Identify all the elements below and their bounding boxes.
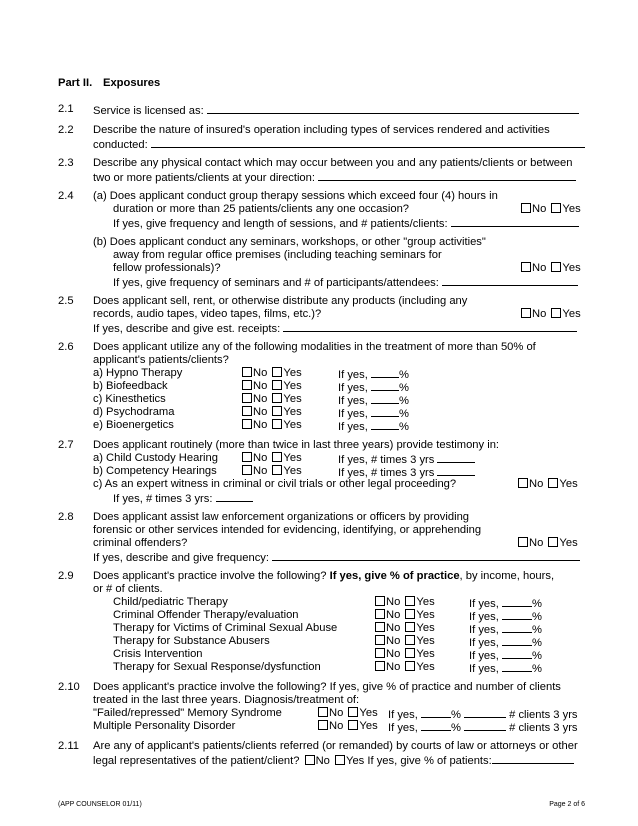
q211-line2: legal representatives of the patient/client? No Yes If yes, give % of patients: <box>93 753 574 768</box>
q-number: 2.6 <box>58 341 74 353</box>
yes-checkbox[interactable] <box>405 622 415 632</box>
q-number: 2.10 <box>58 681 80 693</box>
yes-checkbox[interactable] <box>348 720 358 730</box>
q26-percent: If yes, % <box>338 382 409 394</box>
q26-yes-no: No Yes <box>240 393 302 406</box>
q24b-line4: If yes, give frequency of seminars and # of participants/attendees: <box>113 275 578 290</box>
q210-line2: treated in the last three years. Diagnosis/treatment of: <box>93 694 360 706</box>
q-number: 2.7 <box>58 439 74 451</box>
yes-checkbox[interactable] <box>551 308 561 318</box>
yes-checkbox[interactable] <box>405 648 415 658</box>
q-number: 2.8 <box>58 511 74 523</box>
q25-line1: Does applicant sell, rent, or otherwise distribute any products (including any <box>93 295 468 307</box>
percent-line[interactable] <box>371 367 399 378</box>
q27-item-b: b) Competency Hearings <box>93 465 217 477</box>
q29-percent: If yes, % <box>469 624 542 636</box>
q-number: 2.3 <box>58 157 74 169</box>
no-checkbox[interactable] <box>375 609 385 619</box>
q-number: 2.9 <box>58 570 74 582</box>
q211-line1: Are any of applicant's patients/clients referred (or remanded) by courts of law or attorneys or other <box>93 740 578 752</box>
q22-line1: Describe the nature of insured's operation including types of services rendered and activities <box>93 124 550 136</box>
q26-yes-no: No Yes <box>240 419 302 432</box>
yes-checkbox[interactable] <box>272 406 282 416</box>
times-line[interactable] <box>437 452 475 463</box>
no-checkbox[interactable] <box>242 367 252 377</box>
q24a-line2: duration or more than 25 patients/clients any one occasion? <box>113 203 410 215</box>
q27-line1: Does applicant routinely (more than twice in last three years) provide testimony in: <box>93 439 500 451</box>
q29-percent: If yes, % <box>469 637 542 649</box>
q24a-line3: If yes, give frequency and length of sessions, and # patients/clients: <box>113 216 579 231</box>
no-checkbox[interactable] <box>242 465 252 475</box>
q29-yes-no: No Yes <box>373 609 435 622</box>
page-number: Page 2 of 6 <box>549 801 585 808</box>
clients-line[interactable] <box>464 707 506 718</box>
yes-checkbox[interactable] <box>548 478 558 488</box>
q29-percent: If yes, % <box>469 598 542 610</box>
no-checkbox[interactable] <box>375 596 385 606</box>
q25-answer-line[interactable] <box>283 321 577 332</box>
q29-percent: If yes, % <box>469 611 542 623</box>
q26-percent: If yes, % <box>338 408 409 420</box>
q26-percent: If yes, % <box>338 421 409 433</box>
no-checkbox[interactable] <box>318 707 328 717</box>
q29-yes-no: No Yes <box>373 596 435 609</box>
q24a-yes-no: No Yes <box>519 203 581 216</box>
no-checkbox[interactable] <box>521 262 531 272</box>
q-number: 2.11 <box>58 740 79 752</box>
q210-item: Multiple Personality Disorder <box>93 720 236 732</box>
yes-checkbox[interactable] <box>551 262 561 272</box>
q24a-line1: (a) Does applicant conduct group therapy sessions which exceed four (4) hours in <box>93 190 498 202</box>
q26-yes-no: No Yes <box>240 367 302 380</box>
q210-percent: If yes, % # clients 3 yrs <box>388 722 578 734</box>
no-checkbox[interactable] <box>242 393 252 403</box>
q27-item-c: c) As an expert witness in criminal or civil trials or other legal proceeding? <box>93 478 457 490</box>
q27a-yes-no: No Yes <box>240 452 302 465</box>
percent-line[interactable] <box>421 720 451 731</box>
q-number: 2.1 <box>58 103 74 115</box>
no-checkbox[interactable] <box>521 308 531 318</box>
q24b-line2: away from regular office premises (including teaching seminars for <box>113 249 442 261</box>
q23-answer-line[interactable] <box>318 170 576 181</box>
yes-checkbox[interactable] <box>272 452 282 462</box>
percent-line[interactable] <box>502 596 532 607</box>
q27c-yes-no: No Yes <box>516 478 578 491</box>
no-checkbox[interactable] <box>242 419 252 429</box>
q28-line3: criminal offenders? <box>93 537 188 549</box>
percent-line[interactable] <box>371 406 399 417</box>
yes-checkbox[interactable] <box>405 635 415 645</box>
yes-checkbox[interactable] <box>272 393 282 403</box>
q27b-times: If yes, # times 3 yrs <box>338 465 475 480</box>
percent-line[interactable] <box>502 661 532 672</box>
percent-line[interactable] <box>371 380 399 391</box>
form-code: (APP COUNSELOR 01/11) <box>58 801 142 808</box>
q29-yes-no: No Yes <box>373 635 435 648</box>
q22-line2: conducted: <box>93 137 585 152</box>
yes-checkbox[interactable] <box>272 465 282 475</box>
no-checkbox[interactable] <box>375 635 385 645</box>
q26-item: d) Psychodrama <box>93 406 175 418</box>
no-checkbox[interactable] <box>521 203 531 213</box>
q24b-line3: fellow professionals)? <box>113 262 221 274</box>
q24b-answer-line[interactable] <box>442 275 578 286</box>
q29-percent: If yes, % <box>469 650 542 662</box>
q29-line1: Does applicant's practice involve the following? If yes, give % of practice, by income, hours, <box>93 570 555 582</box>
q28-line4: If yes, describe and give frequency: <box>93 550 580 565</box>
q-number: 2.4 <box>58 190 74 202</box>
percent-line[interactable] <box>502 635 532 646</box>
clients-line[interactable] <box>464 720 506 731</box>
no-checkbox[interactable] <box>318 720 328 730</box>
q26-percent: If yes, % <box>338 395 409 407</box>
yes-checkbox[interactable] <box>335 755 345 765</box>
times-line[interactable] <box>437 465 475 476</box>
q25-line2: records, audio tapes, video tapes, films, etc.)? <box>93 308 322 320</box>
yes-checkbox[interactable] <box>348 707 358 717</box>
q24b-line1: (b) Does applicant conduct any seminars, workshops, or other "group activities" <box>93 236 486 248</box>
yes-checkbox[interactable] <box>405 596 415 606</box>
times-line[interactable] <box>216 491 253 502</box>
no-checkbox[interactable] <box>242 452 252 462</box>
q26-line1: Does applicant utilize any of the following modalities in the treatment of more than 50% of <box>93 341 536 353</box>
q26-yes-no: No Yes <box>240 406 302 419</box>
q29-item: Therapy for Sexual Response/dysfunction <box>113 661 321 673</box>
percent-line[interactable] <box>502 609 532 620</box>
q210-yes-no: No Yes <box>316 720 378 733</box>
yes-checkbox[interactable] <box>405 661 415 671</box>
yes-checkbox[interactable] <box>551 203 561 213</box>
q-number: 2.2 <box>58 124 74 136</box>
yes-checkbox[interactable] <box>548 537 558 547</box>
q24b-yes-no: No Yes <box>519 262 581 275</box>
percent-line[interactable] <box>502 648 532 659</box>
q27b-yes-no: No Yes <box>240 465 302 478</box>
yes-checkbox[interactable] <box>272 419 282 429</box>
q28-line1: Does applicant assist law enforcement organizations or officers by providing <box>93 511 470 523</box>
yes-checkbox[interactable] <box>272 380 282 390</box>
q23-line1: Describe any physical contact which may occur between you and any patients/clients or between <box>93 157 573 169</box>
q29-item: Therapy for Victims of Criminal Sexual Abuse <box>113 622 338 634</box>
no-checkbox[interactable] <box>242 380 252 390</box>
percent-line[interactable] <box>371 419 399 430</box>
q26-item: c) Kinesthetics <box>93 393 166 405</box>
q28-yes-no: No Yes <box>516 537 578 550</box>
q210-item: "Failed/repressed" Memory Syndrome <box>93 707 282 719</box>
q210-yes-no: No Yes <box>316 707 378 720</box>
q210-line1: Does applicant's practice involve the following? If yes, give % of practice and number of clients <box>93 681 561 693</box>
q26-item: a) Hypno Therapy <box>93 367 183 379</box>
q29-percent: If yes, % <box>469 663 542 675</box>
q-number: 2.5 <box>58 295 74 307</box>
no-checkbox[interactable] <box>518 537 528 547</box>
q27a-times: If yes, # times 3 yrs <box>338 452 475 467</box>
no-checkbox[interactable] <box>375 622 385 632</box>
q21-answer-line[interactable] <box>207 103 579 114</box>
q26-yes-no: No Yes <box>240 380 302 393</box>
q23-line2: two or more patients/clients at your direction: <box>93 170 576 185</box>
q24a-answer-line[interactable] <box>451 216 579 227</box>
q25-line3: If yes, describe and give est. receipts: <box>93 321 577 336</box>
q26-percent: If yes, % <box>338 369 409 381</box>
no-checkbox[interactable] <box>375 661 385 671</box>
no-checkbox[interactable] <box>375 648 385 658</box>
q211-answer-line[interactable] <box>492 753 574 764</box>
q29-yes-no: No Yes <box>373 661 435 674</box>
percent-line[interactable] <box>421 707 451 718</box>
part-label: Part II. <box>58 77 93 89</box>
section-title: Exposures <box>103 77 161 89</box>
q29-yes-no: No Yes <box>373 622 435 635</box>
q29-item: Therapy for Substance Abusers <box>113 635 270 647</box>
q29-item: Crisis Intervention <box>113 648 203 660</box>
q26-line2: applicant's patients/clients? <box>93 354 229 366</box>
q27-item-a: a) Child Custody Hearing <box>93 452 218 464</box>
yes-checkbox[interactable] <box>405 609 415 619</box>
q29-item: Criminal Offender Therapy/evaluation <box>113 609 299 621</box>
q29-line2: or # of clients. <box>93 583 163 595</box>
q26-item: b) Biofeedback <box>93 380 168 392</box>
q29-item: Child/pediatric Therapy <box>113 596 228 608</box>
no-checkbox[interactable] <box>518 478 528 488</box>
q25-yes-no: No Yes <box>519 308 581 321</box>
yes-checkbox[interactable] <box>272 367 282 377</box>
q27c-times: If yes, # times 3 yrs: <box>113 491 253 506</box>
q29-yes-no: No Yes <box>373 648 435 661</box>
percent-line[interactable] <box>371 393 399 404</box>
q28-answer-line[interactable] <box>272 550 580 561</box>
percent-line[interactable] <box>502 622 532 633</box>
q28-line2: forensic or other services intended for evidencing, identifying, or apprehending <box>93 524 482 536</box>
q26-item: e) Bioenergetics <box>93 419 174 431</box>
no-checkbox[interactable] <box>305 755 315 765</box>
q22-answer-line[interactable] <box>151 137 585 148</box>
no-checkbox[interactable] <box>242 406 252 416</box>
q21-text: Service is licensed as: <box>93 103 579 118</box>
q210-percent: If yes, % # clients 3 yrs <box>388 709 578 721</box>
